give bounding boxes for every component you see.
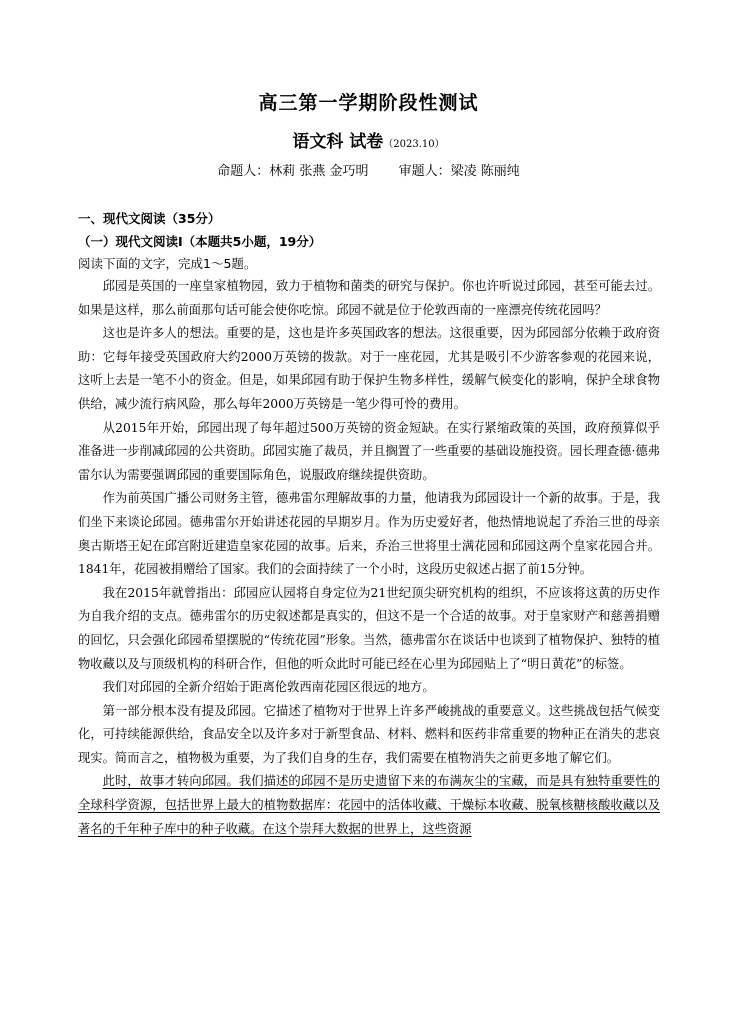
exam-date: （2023.10） xyxy=(383,139,445,150)
exam-title: 高三第一学期阶段性测试 xyxy=(258,92,479,114)
subject-label: 语文科 试卷 xyxy=(292,132,384,152)
subsection-heading: （一）现代文阅读Ⅰ（本题共5小题，19分） xyxy=(78,234,322,249)
paragraph: 从2015年开始，邱园出现了每年超过500万英镑的资金短缺。在实行紧缩政策的英国，政府预算似乎准备进一步削减邱园的公共资助。邱园实施了裁员，并且搁置了一些重要的基础设施投资。园长理查德·德弗雷尔认为需要强调邱园的重要国际角色，说服政府继续提供资助。 xyxy=(78,420,660,482)
paragraph: 我们对邱园的全新介绍始于距离伦敦西南花园区很远的地方。 xyxy=(102,680,435,695)
paragraph: 这也是许多人的想法。重要的是，这也是许多英国政客的想法。这很重要，因为邱园部分依赖于政府资助：它每年接受英国政府大约2000万英镑的拨款。对于一座花园，尤其是吸引不少游客参观的花园来说，这听上去是一笔不小的资金。但是，如果邱园有助于保护生物多样性，缓解气候变化的影响，保护全球食物供给，减少流行病风险，那么每年2000万英镑是一笔少得可怜的费用。 xyxy=(78,326,660,411)
authors-line xyxy=(0,160,737,179)
paragraph: 邱园是英国的一座皇家植物园，致力于植物和菌类的研究与保护。你也许听说过邱园，甚至可能去过。如果是这样，那么前面那句话可能会使你吃惊。邱园不就是位于伦敦西南的一座漂亮传统花园吗？ xyxy=(78,279,660,317)
passage-body xyxy=(78,275,660,841)
reviewers-label: 审题人：梁凌 陈丽纯 xyxy=(398,164,520,179)
section-heading: 一、现代文阅读（35分） xyxy=(78,211,221,226)
paragraph: 我在2015年就曾指出：邱园应认园将自身定位为21世纪顶尖研究机构的组织，不应该将这黄的历史作为自我介绍的支点。德弗雷尔的历史叙述都是真实的，但这不是一个合适的故事。对于皇家财产和慈善捐赠的回忆，只会强化邱园希望摆脱的“传统花园”形象。当然，德弗雷尔在谈话中也谈到了植物保护、独特的植物收藏以及与顶级机构的科研合作，但他的听众此时可能已经在心里为邱园贴上了“明日黄花”的标签。 xyxy=(78,585,660,671)
setters-label: 命题人：林莉 张燕 金巧明 xyxy=(217,164,369,179)
reading-instruction: 阅读下面的文字，完成1～5题。 xyxy=(78,256,257,271)
paragraph: 作为前英国广播公司财务主管，德弗雷尔理解故事的力量，他请我为邱园设计一个新的故事。于是，我们坐下来谈论邱园。德弗雷尔开始讲述花园的早期岁月。作为历史爱好者，他热情地说起了乔治三世的母亲奥古斯塔王妃在邱宫附近建造皇家花园的故事。后来，乔治三世将里士满花园和邱园这两个皇家花园合并。1841年，花园被捐赠给了国家。我们的会面持续了一个小时，这段历史叙述占据了前15分钟。 xyxy=(78,491,660,577)
exam-subtitle xyxy=(0,127,737,152)
underlined-paragraph: 此时，故事才转向邱园。我们描述的邱园不是历史遗留下来的布满灰尘的宝藏，而是具有独特重要性的全球科学资源，包括世界上最大的植物数据库：花园中的活体收藏、干燥标本收藏、脱氧核糖核酸收藏以及著名的千年种子库中的种子收藏。在这个崇拜大数据的世界上，这些资源 xyxy=(78,774,660,836)
paragraph: 第一部分根本没有提及邱园。它描述了植物对于世界上许多严峻挑战的重要意义。这些挑战包括气候变化，可持续能源供给，食品安全以及许多对于新型食品、材料、燃料和医药非常重要的物种正在消失的悲哀现实。简而言之，植物极为重要，为了我们自身的生存，我们需要在植物消失之前更多地了解它们。 xyxy=(78,703,660,765)
